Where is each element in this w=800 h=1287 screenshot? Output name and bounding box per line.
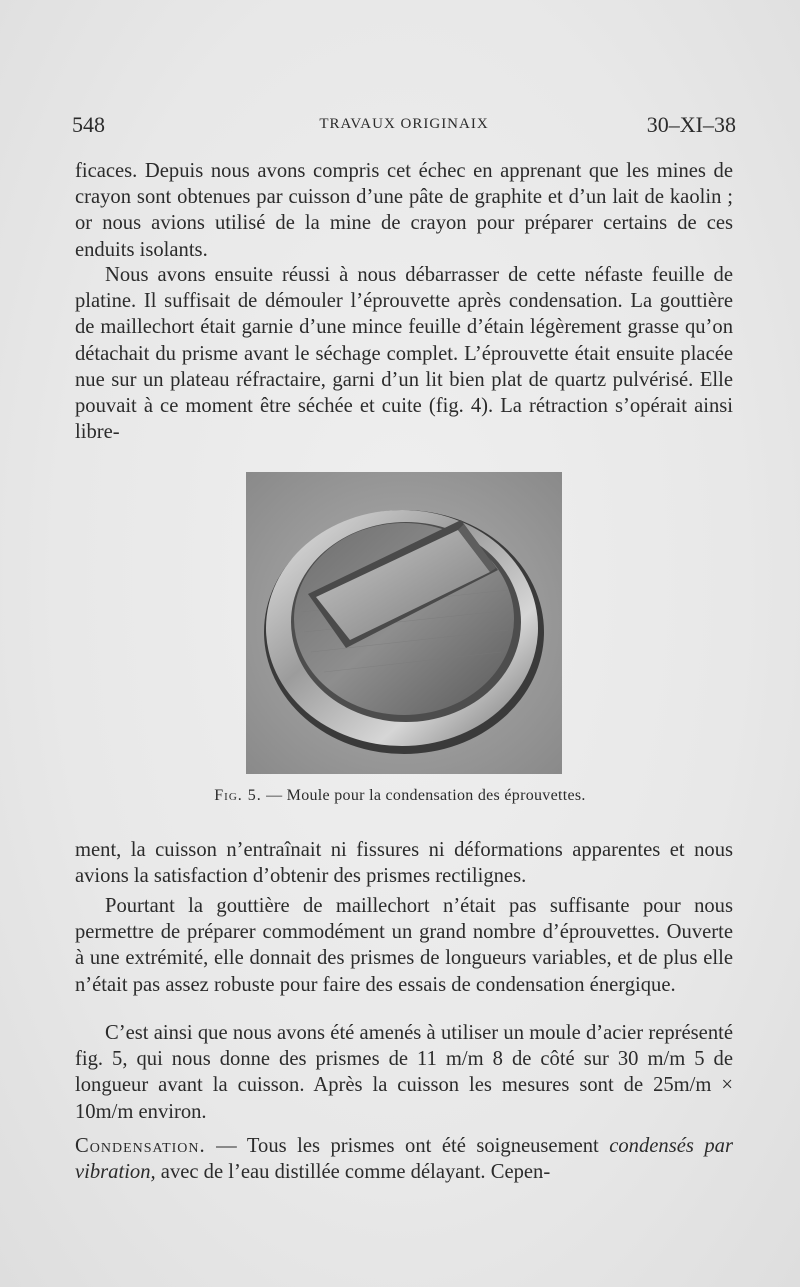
figure-label: Fig. 5. xyxy=(214,787,262,804)
paragraph-6-text-b: avec de l’eau distillée comme délayant. Cepen- xyxy=(155,1161,551,1184)
paragraph-3: ment, la cuisson n’entraînait ni fissures ni déformations apparentes et nous avions la satisfaction d’obtenir des prismes rectilignes. xyxy=(75,839,733,888)
paragraph-6-emphasis: condensés par vibration, xyxy=(75,1135,733,1184)
paragraph-4: Pourtant la gouttière de maillechort n’était pas suffisante pour nous permettre de préparer commodément un grand nombre d’éprouvettes. Ouverte à une extrémité, elle donnait des prismes de longueurs variables, et de plus elle n’était pas assez robuste pour faire des essais de condensation énergique. xyxy=(75,895,733,996)
paragraph-2: Nous avons ensuite réussi à nous débarrasser de cette néfaste feuille de platine. Il suffisait de démouler l’éprouvette après condensation. La gouttière de maillechort était garnie d’une mince feuille d’étain légèrement grasse qu’on détachait du prisme avant le séchage complet. L’éprouvette était ensuite placée nue sur un plateau réfractaire, garni d’un lit bien plat de quartz pulvérisé. Elle pouvait à ce moment être séchée et cuite (fig. 4). La rétraction s’opérait ainsi libre- xyxy=(75,264,733,444)
running-title: TRAVAUX ORIGINAIX xyxy=(319,116,489,132)
paragraph-6-text-a: — Tous les prismes ont été soigneusement xyxy=(205,1135,610,1157)
paragraph-6 xyxy=(75,1133,733,1185)
paragraph-1: ficaces. Depuis nous avons compris cet échec en apprenant que les mines de crayon sont obtenues par cuisson d’une pâte de graphite et d’un lait de kaolin ; or nous avions utilisé de la mine de crayon pour préparer certains de ces enduits isolants. xyxy=(75,160,733,261)
page-number: 548 xyxy=(72,112,105,137)
header-date: 30–XI–38 xyxy=(646,112,736,137)
figure-caption-text: — Moule pour la condensation des éprouvettes. xyxy=(261,787,586,804)
figure-caption xyxy=(0,787,800,805)
figure-photo-mold xyxy=(246,472,562,774)
paragraph-5: C’est ainsi que nous avons été amenés à utiliser un moule d’acier représenté fig. 5, qui nous donne des prismes de 11 m/m 8 de côté sur 30 m/m 5 de longueur avant la cuisson. Après la cuisson les mesures sont de 25m/m × 10m/m environ. xyxy=(75,1022,733,1123)
page-header xyxy=(72,112,736,142)
section-heading-condensation: Condensation. xyxy=(75,1135,206,1157)
